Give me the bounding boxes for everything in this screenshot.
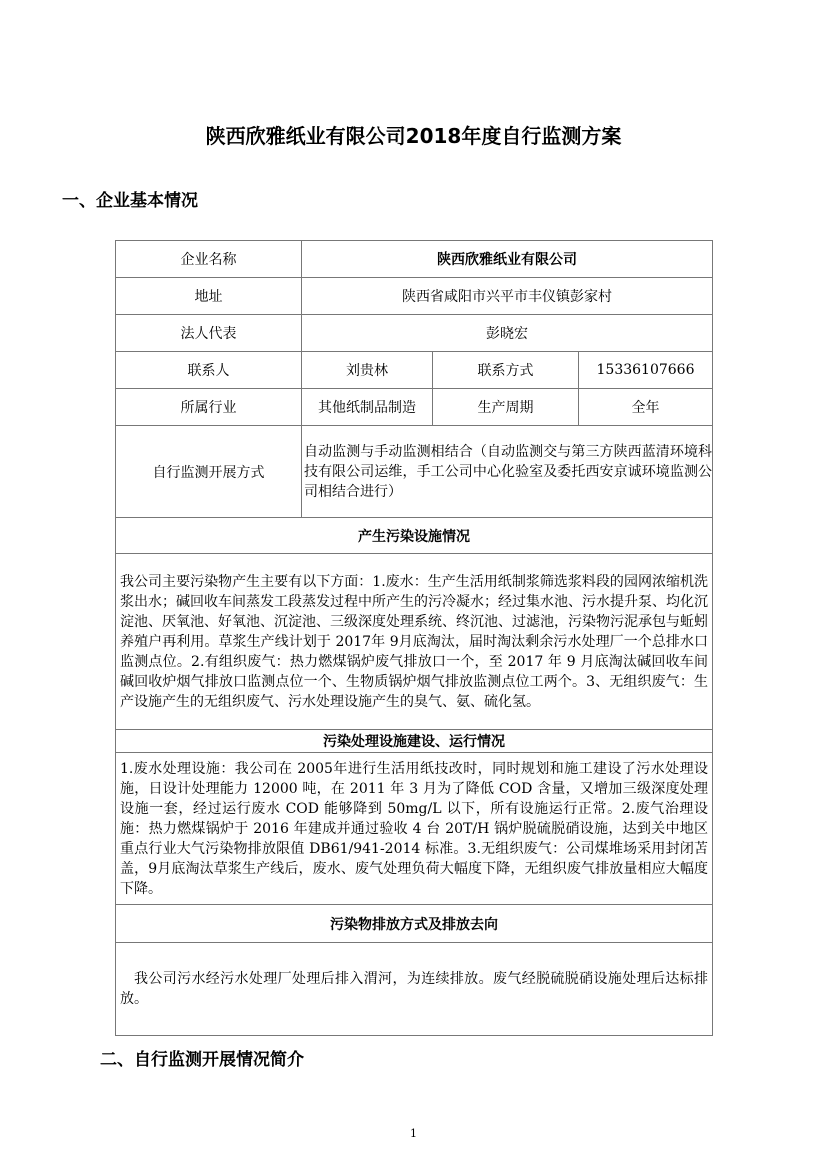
cycle-label: 生产周期: [433, 389, 579, 426]
section-heading-basic-info: 一、企业基本情况: [62, 191, 198, 211]
address-value: 陕西省咸阳市兴平市丰仪镇彭家村: [302, 278, 713, 315]
industry-value: 其他纸制品制造: [302, 389, 433, 426]
discharge-heading: 污染物排放方式及排放去向: [116, 905, 713, 943]
table-row: [116, 518, 713, 554]
contact-value: 刘贵林: [302, 352, 433, 389]
table-row: [116, 426, 713, 518]
company-name-label: 企业名称: [116, 241, 302, 278]
legal-rep-value: 彭晓宏: [302, 315, 713, 352]
legal-rep-label: 法人代表: [116, 315, 302, 352]
discharge-text: 我公司污水经污水处理厂处理后排入渭河，为连续排放。废气经脱硫脱硝设施处理后达标排放。: [116, 943, 713, 1036]
table-row: [116, 905, 713, 943]
phone-label: 联系方式: [433, 352, 579, 389]
treatment-text: 1.废水处理设施：我公司在 2005年进行生活用纸技改时，同时规划和施工建设了污水处理设施，日设计处理能力 12000 吨，在 2011 年 3 月为了降低 COD 含量，又增加三级深度处理设施一套，经过运行废水 COD 能够降到 50mg/L 以下，所有设施运行正常。2.废气治理设施：热力燃煤锅炉于 2016 年建成并通过验收 4 台 20T/H 锅炉脱硫脱硝设施，达到关中地区重点行业大气污染物排放限值 DB61/941-2014 标准。3.无组织废气：公司煤堆场采用封闭苫盖，9月底淘汰草浆生产线后，废水、废气处理负荷大幅度下降，无组织废气排放量相应大幅度下降。: [116, 753, 713, 905]
table-row: [116, 389, 713, 426]
table-row: [116, 730, 713, 753]
table-row: [116, 943, 713, 1036]
address-label: 地址: [116, 278, 302, 315]
method-label: 自行监测开展方式: [116, 426, 302, 518]
table-row: [116, 278, 713, 315]
pollution-facilities-heading: 产生污染设施情况: [116, 518, 713, 554]
table-row: [116, 554, 713, 730]
company-info-table: [115, 240, 713, 1036]
treatment-heading: 污染处理设施建设、运行情况: [116, 730, 713, 753]
contact-label: 联系人: [116, 352, 302, 389]
table-row: [116, 753, 713, 905]
document-title: 陕西欣雅纸业有限公司2018年度自行监测方案: [205, 124, 622, 148]
section-heading-monitoring: 二、自行监测开展情况简介: [100, 1050, 304, 1070]
page-number: 1: [410, 1127, 417, 1140]
table-row: [116, 315, 713, 352]
method-value: 自动监测与手动监测相结合（自动监测交与第三方陕西蓝清环境科技有限公司运维，手工公司中心化验室及委托西安京诚环境监测公司相结合进行）: [302, 426, 713, 518]
phone-value: 15336107666: [579, 352, 713, 389]
industry-label: 所属行业: [116, 389, 302, 426]
pollution-facilities-text: 我公司主要污染物产生主要有以下方面：1.废水：生产生活用纸制浆筛选浆料段的园网浓缩机洗浆出水；碱回收车间蒸发工段蒸发过程中所产生的污冷凝水；经过集水池、污水提升泵、均化沉淀池、厌氧池、好氧池、沉淀池、三级深度处理系统、终沉池、过滤池，污染物污泥承包与蚯蚓养殖户再利用。草浆生产线计划于 2017年 9月底淘汰，届时淘汰剩余污水处理厂一个总排水口监测点位。2.有组织废气：热力燃煤锅炉废气排放口一个，至 2017 年 9 月底淘汰碱回收车间碱回收炉烟气排放口监测点位一个、生物质锅炉烟气排放监测点位工两个。3、无组织废气：生产设施产生的无组织废气、污水处理设施产生的臭气、氨、硫化氢。: [116, 554, 713, 730]
cycle-value: 全年: [579, 389, 713, 426]
table-row: [116, 241, 713, 278]
company-name-value: 陕西欣雅纸业有限公司: [302, 241, 713, 278]
table-row: [116, 352, 713, 389]
